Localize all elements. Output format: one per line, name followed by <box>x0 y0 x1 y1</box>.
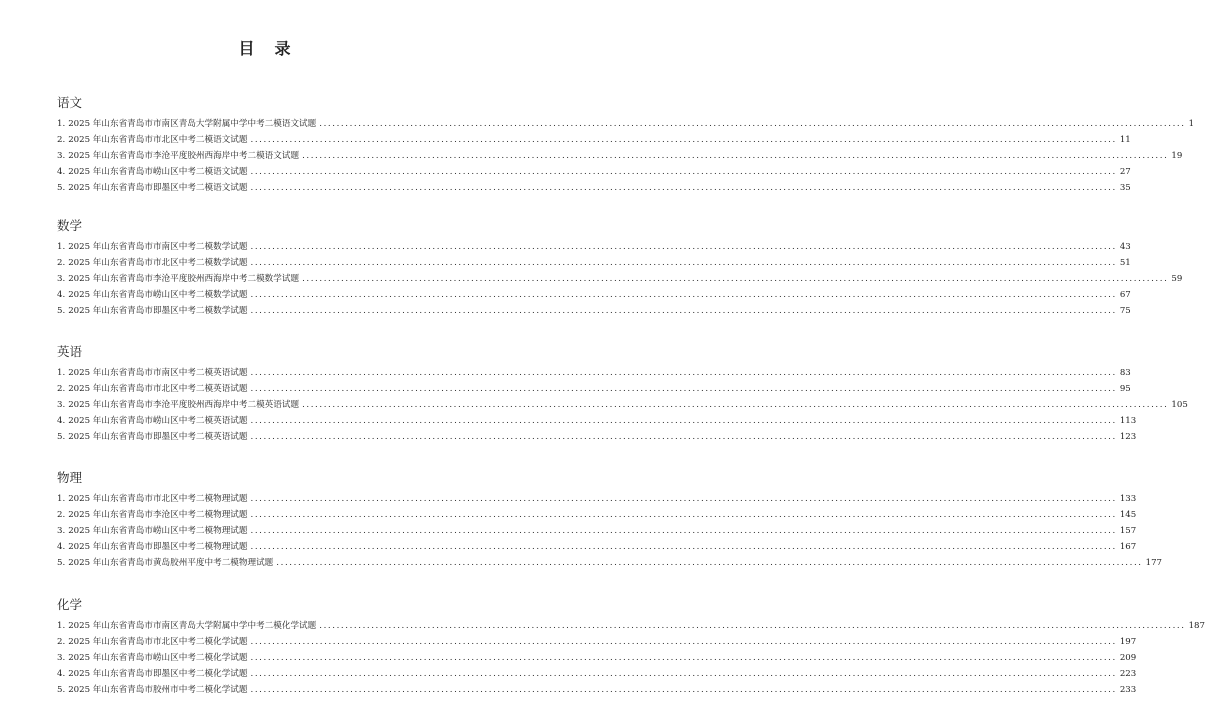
section-heading: 语文 <box>57 95 83 110</box>
section-chemistry <box>57 597 1205 700</box>
entry-page-number: 11 <box>1119 134 1131 145</box>
entry-page-number: 67 <box>1119 289 1131 300</box>
dot-leader: ........................................................................................................................................................................................................ <box>250 509 1117 520</box>
entry-number: 3. <box>57 652 66 663</box>
entry-number: 2. <box>57 509 66 520</box>
dot-leader: ........................................................................................................................................................................................................ <box>250 182 1117 193</box>
dot-leader: ........................................................................................................................................................................................................ <box>250 289 1117 300</box>
entry-title: 2025 年山东省青岛市胶州市中考二模化学试题 <box>68 684 248 695</box>
dot-leader: ........................................................................................................................................................................................................ <box>250 652 1117 663</box>
entry-page-number: 223 <box>1119 668 1137 679</box>
dot-leader: ........................................................................................................................................................................................................ <box>302 150 1169 161</box>
entry-page-number: 233 <box>1119 684 1137 695</box>
section-heading: 数学 <box>57 218 83 233</box>
entry-number: 1. <box>57 242 66 252</box>
entry-page-number: 105 <box>1171 399 1188 410</box>
section-english <box>57 344 1188 447</box>
dot-leader: ........................................................................................................................................................................................................ <box>250 494 1117 504</box>
toc-entry[interactable] <box>57 399 1188 410</box>
dot-leader: ........................................................................................................................................................................................................ <box>319 119 1186 129</box>
toc-entry[interactable] <box>57 134 1131 145</box>
entry-page-number: 209 <box>1119 652 1137 663</box>
entry-title: 2025 年山东省青岛市市北区中考二模物理试题 <box>68 494 248 504</box>
entry-title: 2025 年山东省青岛市市北区中考二模英语试题 <box>68 383 248 394</box>
dot-leader: ........................................................................................................................................................................................................ <box>250 684 1117 695</box>
entry-page-number: 1 <box>1188 119 1195 129</box>
entry-number: 1. <box>57 368 66 378</box>
entry-title: 2025 年山东省青岛市市南区中考二模数学试题 <box>68 242 248 252</box>
entry-number: 3. <box>57 525 66 536</box>
entry-page-number: 95 <box>1119 383 1131 394</box>
entry-title: 2025 年山东省青岛市崂山区中考二模数学试题 <box>68 289 248 300</box>
toc-entry[interactable] <box>57 305 1131 316</box>
entry-number: 2. <box>57 636 66 647</box>
entry-number: 3. <box>57 273 66 284</box>
toc-entry[interactable] <box>57 621 1205 631</box>
entry-page-number: 197 <box>1119 636 1137 647</box>
entry-title: 2025 年山东省青岛市即墨区中考二模数学试题 <box>68 305 248 316</box>
entry-number: 3. <box>57 399 66 410</box>
entry-title: 2025 年山东省青岛市即墨区中考二模物理试题 <box>68 541 248 552</box>
entry-title: 2025 年山东省青岛市崂山区中考二模语文试题 <box>68 166 248 177</box>
entry-title: 2025 年山东省青岛市李沧平度胶州西海岸中考二模数学试题 <box>68 273 300 284</box>
entry-title: 2025 年山东省青岛市崂山区中考二模英语试题 <box>68 415 248 426</box>
entry-title: 2025 年山东省青岛市市北区中考二模数学试题 <box>68 257 248 268</box>
entry-number: 5. <box>57 557 66 568</box>
toc-entry[interactable] <box>57 668 1137 679</box>
toc-entry[interactable] <box>57 383 1131 394</box>
entry-number: 4. <box>57 415 66 426</box>
entry-number: 2. <box>57 257 66 268</box>
toc-entry[interactable] <box>57 166 1131 177</box>
dot-leader: ........................................................................................................................................................................................................ <box>250 415 1117 426</box>
entry-number: 3. <box>57 150 66 161</box>
entry-number: 4. <box>57 541 66 552</box>
toc-entry[interactable] <box>57 541 1137 552</box>
toc-entry[interactable] <box>57 273 1183 284</box>
entry-title: 2025 年山东省青岛市李沧平度胶州西海岸中考二模英语试题 <box>68 399 300 410</box>
toc-entry[interactable] <box>57 494 1137 504</box>
entry-page-number: 83 <box>1119 368 1131 378</box>
toc-entry[interactable] <box>57 684 1137 695</box>
dot-leader: ........................................................................................................................................................................................................ <box>250 242 1117 252</box>
entry-number: 2. <box>57 383 66 394</box>
entry-number: 4. <box>57 668 66 679</box>
section-heading: 物理 <box>57 470 83 485</box>
entry-title: 2025 年山东省青岛市市南区青岛大学附属中学中考二模化学试题 <box>68 621 317 631</box>
entry-number: 4. <box>57 289 66 300</box>
entry-title: 2025 年山东省青岛市即墨区中考二模化学试题 <box>68 668 248 679</box>
dot-leader: ........................................................................................................................................................................................................ <box>250 541 1117 552</box>
dot-leader: ........................................................................................................................................................................................................ <box>250 525 1117 536</box>
entry-number: 1. <box>57 119 66 129</box>
dot-leader: ........................................................................................................................................................................................................ <box>250 383 1117 394</box>
entry-page-number: 35 <box>1119 182 1131 193</box>
dot-leader: ........................................................................................................................................................................................................ <box>250 636 1117 647</box>
dot-leader: ........................................................................................................................................................................................................ <box>276 557 1143 568</box>
entry-title: 2025 年山东省青岛市市南区中考二模英语试题 <box>68 368 248 378</box>
dot-leader: ........................................................................................................................................................................................................ <box>302 399 1169 410</box>
toc-entry[interactable] <box>57 557 1163 568</box>
page-title: 目 录 <box>238 39 293 58</box>
section-chinese <box>57 95 1195 198</box>
toc-entry[interactable] <box>57 119 1195 129</box>
entry-page-number: 187 <box>1188 621 1205 631</box>
toc-entry[interactable] <box>57 525 1137 536</box>
entry-title: 2025 年山东省青岛市黄岛胶州平度中考二模物理试题 <box>68 557 274 568</box>
dot-leader: ........................................................................................................................................................................................................ <box>250 368 1117 378</box>
entry-page-number: 43 <box>1119 242 1131 252</box>
toc-entry[interactable] <box>57 431 1137 442</box>
entry-title: 2025 年山东省青岛市崂山区中考二模物理试题 <box>68 525 248 536</box>
dot-leader: ........................................................................................................................................................................................................ <box>250 257 1117 268</box>
entry-page-number: 177 <box>1145 557 1163 568</box>
entry-number: 5. <box>57 684 66 695</box>
dot-leader: ........................................................................................................................................................................................................ <box>302 273 1169 284</box>
entry-page-number: 113 <box>1119 415 1137 426</box>
dot-leader: ........................................................................................................................................................................................................ <box>250 166 1117 177</box>
entry-title: 2025 年山东省青岛市李沧平度胶州西海岸中考二模语文试题 <box>68 150 300 161</box>
toc-entry[interactable] <box>57 368 1131 378</box>
entry-page-number: 51 <box>1119 257 1131 268</box>
section-heading: 化学 <box>57 597 83 612</box>
dot-leader: ........................................................................................................................................................................................................ <box>250 431 1117 442</box>
entry-page-number: 157 <box>1119 525 1137 536</box>
entry-page-number: 19 <box>1171 150 1183 161</box>
toc-entry[interactable] <box>57 257 1131 268</box>
entry-page-number: 59 <box>1171 273 1183 284</box>
section-physics <box>57 470 1163 573</box>
entry-title: 2025 年山东省青岛市市南区青岛大学附属中学中考二模语文试题 <box>68 119 317 129</box>
entry-number: 5. <box>57 182 66 193</box>
toc-entry[interactable] <box>57 415 1137 426</box>
entry-title: 2025 年山东省青岛市市北区中考二模化学试题 <box>68 636 248 647</box>
entry-number: 5. <box>57 431 66 442</box>
dot-leader: ........................................................................................................................................................................................................ <box>250 305 1117 316</box>
entry-number: 1. <box>57 494 66 504</box>
toc-entry[interactable] <box>57 636 1137 647</box>
entry-number: 5. <box>57 305 66 316</box>
entry-page-number: 123 <box>1119 431 1137 442</box>
entry-page-number: 145 <box>1119 509 1137 520</box>
entry-number: 2. <box>57 134 66 145</box>
entry-number: 1. <box>57 621 66 631</box>
entry-page-number: 167 <box>1119 541 1137 552</box>
entry-title: 2025 年山东省青岛市即墨区中考二模英语试题 <box>68 431 248 442</box>
entry-title: 2025 年山东省青岛市李沧区中考二模物理试题 <box>68 509 248 520</box>
section-math <box>57 218 1183 321</box>
entry-title: 2025 年山东省青岛市崂山区中考二模化学试题 <box>68 652 248 663</box>
toc-entry[interactable] <box>57 652 1137 663</box>
entry-page-number: 75 <box>1119 305 1131 316</box>
dot-leader: ........................................................................................................................................................................................................ <box>250 134 1117 145</box>
toc-entry[interactable] <box>57 182 1131 193</box>
entry-title: 2025 年山东省青岛市市北区中考二模语文试题 <box>68 134 248 145</box>
entry-page-number: 27 <box>1119 166 1131 177</box>
entry-page-number: 133 <box>1119 494 1137 504</box>
dot-leader: ........................................................................................................................................................................................................ <box>319 621 1186 631</box>
dot-leader: ........................................................................................................................................................................................................ <box>250 668 1117 679</box>
toc-entry[interactable] <box>57 509 1137 520</box>
toc-entry[interactable] <box>57 242 1131 252</box>
entry-number: 4. <box>57 166 66 177</box>
toc-entry[interactable] <box>57 289 1131 300</box>
section-heading: 英语 <box>57 344 83 359</box>
toc-entry[interactable] <box>57 150 1183 161</box>
entry-title: 2025 年山东省青岛市即墨区中考二模语文试题 <box>68 182 248 193</box>
